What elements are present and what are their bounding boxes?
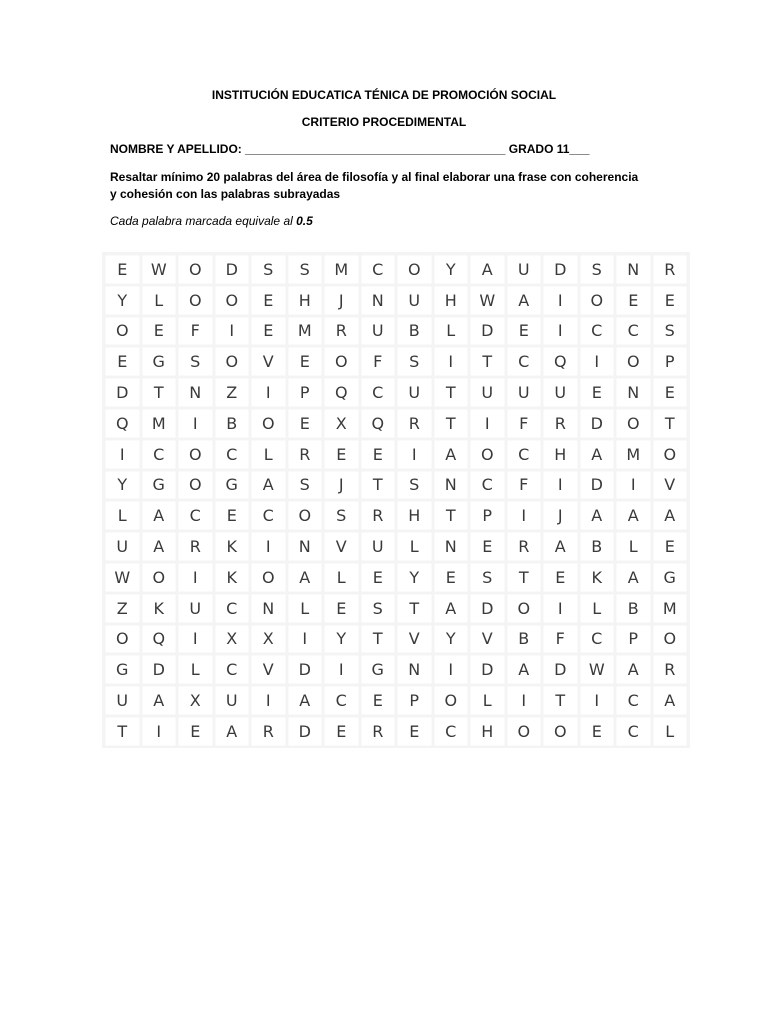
letter-cell[interactable]: N — [433, 531, 470, 562]
letter-cell[interactable]: P — [287, 377, 324, 408]
letter-cell[interactable]: P — [615, 624, 652, 655]
letter-cell[interactable]: F — [177, 316, 214, 347]
letter-cell[interactable]: U — [360, 531, 397, 562]
letter-cell[interactable]: N — [396, 654, 433, 685]
letter-cell[interactable]: E — [250, 316, 287, 347]
word-search-cells — [104, 254, 688, 747]
letter-cell[interactable]: A — [542, 531, 579, 562]
letter-cell[interactable]: O — [177, 439, 214, 470]
letter-cell[interactable]: A — [287, 562, 324, 593]
letter-cell[interactable]: C — [469, 470, 506, 501]
letter-cell[interactable]: S — [396, 470, 433, 501]
letter-cell[interactable]: Y — [104, 470, 141, 501]
letter-cell[interactable]: I — [323, 654, 360, 685]
letter-cell[interactable]: R — [323, 316, 360, 347]
letter-cell[interactable]: E — [360, 439, 397, 470]
letter-cell[interactable]: O — [250, 408, 287, 439]
letter-cell[interactable]: I — [396, 439, 433, 470]
letter-cell[interactable]: Q — [323, 377, 360, 408]
letter-cell[interactable]: Q — [141, 624, 178, 655]
letter-cell[interactable]: O — [506, 716, 543, 747]
letter-cell[interactable]: K — [214, 531, 251, 562]
letter-cell[interactable]: D — [104, 377, 141, 408]
letter-cell[interactable]: G — [104, 654, 141, 685]
letter-cell[interactable]: A — [579, 439, 616, 470]
letter-cell[interactable]: R — [177, 531, 214, 562]
letter-cell[interactable]: U — [396, 377, 433, 408]
letter-cell[interactable]: R — [652, 254, 689, 285]
letter-cell[interactable]: H — [287, 285, 324, 316]
letter-cell[interactable]: Y — [396, 562, 433, 593]
letter-cell[interactable]: I — [433, 346, 470, 377]
letter-cell[interactable]: G — [141, 346, 178, 377]
letter-cell[interactable]: U — [542, 377, 579, 408]
letter-cell[interactable]: U — [360, 316, 397, 347]
letter-cell[interactable]: A — [214, 716, 251, 747]
letter-cell[interactable]: I — [542, 316, 579, 347]
letter-cell[interactable]: D — [141, 654, 178, 685]
letter-cell[interactable]: R — [652, 654, 689, 685]
letter-cell[interactable]: I — [250, 685, 287, 716]
name-grade-line: NOMBRE Y APELLIDO: _______________________________________ GRADO 11___ — [110, 142, 590, 156]
letter-cell[interactable]: C — [214, 654, 251, 685]
letter-cell[interactable]: O — [506, 593, 543, 624]
letter-cell[interactable]: S — [579, 254, 616, 285]
letter-cell[interactable]: E — [323, 593, 360, 624]
letter-cell[interactable]: O — [177, 470, 214, 501]
letter-cell[interactable]: E — [177, 716, 214, 747]
letter-cell[interactable]: L — [396, 531, 433, 562]
letter-cell[interactable]: R — [360, 500, 397, 531]
letter-cell[interactable]: L — [469, 685, 506, 716]
letter-cell[interactable]: O — [323, 346, 360, 377]
letter-cell[interactable]: I — [177, 562, 214, 593]
letter-cell[interactable]: P — [652, 346, 689, 377]
letter-cell[interactable]: P — [469, 500, 506, 531]
letter-cell[interactable]: E — [506, 316, 543, 347]
letter-cell[interactable]: J — [323, 285, 360, 316]
letter-cell[interactable]: V — [250, 654, 287, 685]
letter-cell[interactable]: R — [542, 408, 579, 439]
letter-cell[interactable]: D — [287, 716, 324, 747]
letter-cell[interactable]: S — [177, 346, 214, 377]
letter-cell[interactable]: T — [433, 408, 470, 439]
letter-cell[interactable]: C — [433, 716, 470, 747]
letter-cell[interactable]: I — [177, 624, 214, 655]
letter-cell[interactable]: D — [579, 408, 616, 439]
letter-cell[interactable]: G — [214, 470, 251, 501]
letter-cell[interactable]: O — [104, 316, 141, 347]
letter-cell[interactable]: D — [542, 254, 579, 285]
letter-cell[interactable]: U — [506, 254, 543, 285]
score-note-text: Cada palabra marcada equivale al — [110, 214, 297, 228]
letter-cell[interactable]: O — [579, 285, 616, 316]
letter-cell[interactable]: N — [360, 285, 397, 316]
letter-cell[interactable]: C — [579, 316, 616, 347]
letter-cell[interactable]: A — [141, 685, 178, 716]
letter-cell[interactable]: A — [287, 685, 324, 716]
letter-cell[interactable]: T — [360, 470, 397, 501]
letter-cell[interactable]: A — [506, 285, 543, 316]
letter-cell[interactable]: E — [360, 562, 397, 593]
letter-cell[interactable]: G — [652, 562, 689, 593]
letter-cell[interactable]: E — [323, 439, 360, 470]
letter-cell[interactable]: F — [506, 408, 543, 439]
letter-cell[interactable]: I — [542, 593, 579, 624]
letter-cell[interactable]: L — [652, 716, 689, 747]
letter-cell[interactable]: J — [542, 500, 579, 531]
letter-cell[interactable]: L — [615, 531, 652, 562]
letter-cell[interactable]: A — [506, 654, 543, 685]
letter-cell[interactable]: G — [360, 654, 397, 685]
letter-cell[interactable]: G — [141, 470, 178, 501]
letter-cell[interactable]: T — [542, 685, 579, 716]
letter-cell[interactable]: W — [469, 285, 506, 316]
letter-cell[interactable]: U — [104, 685, 141, 716]
criterion-subtitle: CRITERIO PROCEDIMENTAL — [301, 115, 467, 129]
letter-cell[interactable]: O — [141, 562, 178, 593]
letter-cell[interactable]: L — [250, 439, 287, 470]
letter-cell[interactable]: I — [615, 470, 652, 501]
letter-cell[interactable]: U — [214, 685, 251, 716]
letter-cell[interactable]: L — [433, 316, 470, 347]
letter-cell[interactable]: A — [433, 593, 470, 624]
letter-cell[interactable]: O — [396, 254, 433, 285]
letter-cell[interactable]: C — [506, 346, 543, 377]
letter-cell[interactable]: S — [323, 500, 360, 531]
letter-cell[interactable]: C — [615, 316, 652, 347]
letter-cell[interactable]: T — [652, 408, 689, 439]
letter-cell[interactable]: S — [250, 254, 287, 285]
letter-cell[interactable]: E — [652, 285, 689, 316]
letter-cell[interactable]: A — [652, 685, 689, 716]
letter-cell[interactable]: T — [433, 377, 470, 408]
letter-cell[interactable]: B — [214, 408, 251, 439]
letter-cell[interactable]: B — [579, 531, 616, 562]
letter-cell[interactable]: T — [141, 377, 178, 408]
letter-cell[interactable]: X — [177, 685, 214, 716]
letter-cell[interactable]: O — [615, 408, 652, 439]
letter-cell[interactable]: Z — [104, 593, 141, 624]
letter-cell[interactable]: C — [214, 439, 251, 470]
letter-cell[interactable]: I — [542, 470, 579, 501]
letter-cell[interactable]: U — [506, 377, 543, 408]
letter-cell[interactable]: Y — [433, 624, 470, 655]
letter-cell[interactable]: K — [214, 562, 251, 593]
letter-cell[interactable]: I — [506, 685, 543, 716]
letter-cell[interactable]: A — [615, 500, 652, 531]
score-note-value: 0.5 — [296, 214, 313, 228]
letter-cell[interactable]: C — [579, 624, 616, 655]
letter-cell[interactable]: S — [469, 562, 506, 593]
letter-cell[interactable]: N — [615, 254, 652, 285]
letter-cell[interactable]: I — [214, 316, 251, 347]
letter-cell[interactable]: L — [141, 285, 178, 316]
letter-cell[interactable]: I — [433, 654, 470, 685]
letter-cell[interactable]: S — [287, 470, 324, 501]
letter-cell[interactable]: A — [250, 470, 287, 501]
letter-cell[interactable]: U — [469, 377, 506, 408]
letter-cell[interactable]: C — [360, 254, 397, 285]
letter-cell[interactable]: I — [287, 624, 324, 655]
letter-cell[interactable]: E — [396, 716, 433, 747]
letter-cell[interactable]: Y — [104, 285, 141, 316]
letter-cell[interactable]: E — [104, 346, 141, 377]
letter-cell[interactable]: C — [141, 439, 178, 470]
letter-cell[interactable]: H — [433, 285, 470, 316]
letter-cell[interactable]: W — [104, 562, 141, 593]
letter-cell[interactable]: E — [433, 562, 470, 593]
letter-cell[interactable]: Q — [542, 346, 579, 377]
letter-cell[interactable]: C — [615, 685, 652, 716]
letter-cell[interactable]: I — [104, 439, 141, 470]
instruction-line-2: y cohesión con las palabras subrayadas — [110, 187, 341, 201]
letter-cell[interactable]: A — [579, 500, 616, 531]
letter-cell[interactable]: N — [433, 470, 470, 501]
letter-cell[interactable]: E — [287, 408, 324, 439]
letter-cell[interactable]: K — [141, 593, 178, 624]
letter-cell[interactable]: D — [214, 254, 251, 285]
letter-cell[interactable]: T — [469, 346, 506, 377]
letter-cell[interactable]: E — [250, 285, 287, 316]
letter-cell[interactable]: T — [506, 562, 543, 593]
letter-cell[interactable]: W — [141, 254, 178, 285]
letter-cell[interactable]: F — [360, 346, 397, 377]
letter-cell[interactable]: E — [579, 377, 616, 408]
letter-cell[interactable]: P — [396, 685, 433, 716]
letter-cell[interactable]: I — [250, 377, 287, 408]
letter-cell[interactable]: O — [287, 500, 324, 531]
letter-cell[interactable]: R — [250, 716, 287, 747]
letter-cell[interactable]: A — [652, 500, 689, 531]
letter-cell[interactable]: Z — [214, 377, 251, 408]
letter-cell[interactable]: I — [579, 685, 616, 716]
letter-cell[interactable]: A — [141, 500, 178, 531]
letter-cell[interactable]: A — [141, 531, 178, 562]
letter-cell[interactable]: D — [469, 593, 506, 624]
letter-cell[interactable]: U — [177, 593, 214, 624]
letter-cell[interactable]: N — [287, 531, 324, 562]
letter-cell[interactable]: X — [250, 624, 287, 655]
letter-cell[interactable]: V — [250, 346, 287, 377]
letter-cell[interactable]: I — [579, 346, 616, 377]
letter-cell[interactable]: O — [104, 624, 141, 655]
letter-cell[interactable]: V — [323, 531, 360, 562]
letter-cell[interactable]: D — [542, 654, 579, 685]
letter-cell[interactable]: F — [506, 470, 543, 501]
letter-cell[interactable]: H — [542, 439, 579, 470]
letter-cell[interactable]: T — [396, 593, 433, 624]
letter-cell[interactable]: E — [141, 316, 178, 347]
letter-cell[interactable]: V — [469, 624, 506, 655]
instructions — [110, 169, 670, 203]
letter-cell[interactable]: E — [542, 562, 579, 593]
letter-cell[interactable]: N — [177, 377, 214, 408]
letter-cell[interactable]: E — [615, 285, 652, 316]
letter-cell[interactable]: L — [579, 593, 616, 624]
letter-cell[interactable]: O — [250, 562, 287, 593]
letter-cell[interactable]: C — [177, 500, 214, 531]
letter-cell[interactable]: H — [469, 716, 506, 747]
letter-cell[interactable]: O — [652, 624, 689, 655]
letter-cell[interactable]: A — [615, 562, 652, 593]
letter-cell[interactable]: R — [287, 439, 324, 470]
letter-cell[interactable]: O — [433, 685, 470, 716]
letter-cell[interactable]: L — [287, 593, 324, 624]
letter-cell[interactable]: I — [250, 531, 287, 562]
letter-cell[interactable]: R — [360, 716, 397, 747]
letter-cell[interactable]: J — [323, 470, 360, 501]
letter-cell[interactable]: V — [652, 470, 689, 501]
letter-cell[interactable]: V — [396, 624, 433, 655]
letter-cell[interactable]: W — [579, 654, 616, 685]
letter-cell[interactable]: R — [396, 408, 433, 439]
institution-title: INSTITUCIÓN EDUCATICA TÉNICA DE PROMOCIÓN SOCIAL — [211, 88, 557, 102]
letter-cell[interactable]: A — [469, 254, 506, 285]
letter-cell[interactable]: O — [542, 716, 579, 747]
letter-cell[interactable]: C — [250, 500, 287, 531]
letter-cell[interactable]: X — [214, 624, 251, 655]
letter-cell[interactable]: I — [506, 500, 543, 531]
letter-cell[interactable]: L — [104, 500, 141, 531]
letter-cell[interactable]: E — [360, 685, 397, 716]
letter-cell[interactable]: E — [579, 716, 616, 747]
letter-cell[interactable]: B — [615, 593, 652, 624]
letter-cell[interactable]: M — [287, 316, 324, 347]
letter-cell[interactable]: Q — [104, 408, 141, 439]
letter-cell[interactable]: A — [615, 654, 652, 685]
letter-cell[interactable]: D — [469, 654, 506, 685]
letter-cell[interactable]: L — [177, 654, 214, 685]
letter-cell[interactable]: M — [323, 254, 360, 285]
letter-cell[interactable]: I — [141, 716, 178, 747]
letter-cell[interactable]: S — [360, 593, 397, 624]
letter-cell[interactable]: Y — [433, 254, 470, 285]
letter-cell[interactable]: U — [396, 285, 433, 316]
letter-cell[interactable]: O — [469, 439, 506, 470]
letter-cell[interactable]: N — [250, 593, 287, 624]
letter-cell[interactable]: H — [396, 500, 433, 531]
letter-cell[interactable]: I — [542, 285, 579, 316]
letter-cell[interactable]: T — [433, 500, 470, 531]
letter-cell[interactable]: C — [615, 716, 652, 747]
letter-cell[interactable]: C — [360, 377, 397, 408]
letter-cell[interactable]: U — [104, 531, 141, 562]
letter-cell[interactable]: M — [141, 408, 178, 439]
letter-cell[interactable]: E — [214, 500, 251, 531]
letter-cell[interactable]: D — [287, 654, 324, 685]
letter-cell[interactable]: E — [652, 531, 689, 562]
word-search-grid — [102, 252, 690, 748]
letter-cell[interactable]: B — [506, 624, 543, 655]
letter-cell[interactable]: S — [396, 346, 433, 377]
letter-cell[interactable]: C — [323, 685, 360, 716]
letter-cell[interactable]: S — [287, 254, 324, 285]
score-note — [110, 214, 313, 228]
letter-cell[interactable]: F — [542, 624, 579, 655]
letter-cell[interactable]: X — [323, 408, 360, 439]
letter-cell[interactable]: O — [214, 346, 251, 377]
letter-cell[interactable]: E — [469, 531, 506, 562]
letter-cell[interactable]: O — [652, 439, 689, 470]
letter-cell[interactable]: E — [652, 377, 689, 408]
letter-cell[interactable]: I — [177, 408, 214, 439]
letter-cell[interactable]: E — [323, 716, 360, 747]
letter-cell[interactable]: O — [177, 285, 214, 316]
letter-cell[interactable]: T — [360, 624, 397, 655]
letter-cell[interactable]: Y — [323, 624, 360, 655]
letter-cell[interactable]: C — [506, 439, 543, 470]
letter-cell[interactable]: Q — [360, 408, 397, 439]
letter-cell[interactable]: E — [104, 254, 141, 285]
letter-cell[interactable]: D — [579, 470, 616, 501]
letter-cell[interactable]: S — [652, 316, 689, 347]
letter-cell[interactable]: C — [214, 593, 251, 624]
letter-cell[interactable]: D — [469, 316, 506, 347]
letter-cell[interactable]: B — [396, 316, 433, 347]
letter-cell[interactable]: T — [104, 716, 141, 747]
letter-cell[interactable]: L — [323, 562, 360, 593]
letter-cell[interactable]: O — [615, 346, 652, 377]
letter-cell[interactable]: K — [579, 562, 616, 593]
letter-cell[interactable]: A — [433, 439, 470, 470]
letter-cell[interactable]: O — [177, 254, 214, 285]
letter-cell[interactable]: R — [506, 531, 543, 562]
letter-cell[interactable]: M — [652, 593, 689, 624]
letter-cell[interactable]: I — [469, 408, 506, 439]
letter-cell[interactable]: O — [214, 285, 251, 316]
letter-cell[interactable]: N — [615, 377, 652, 408]
letter-cell[interactable]: M — [615, 439, 652, 470]
letter-cell[interactable]: E — [287, 346, 324, 377]
instruction-line-1: Resaltar mínimo 20 palabras del área de filosofía y al final elaborar una frase con coherencia — [110, 170, 639, 184]
